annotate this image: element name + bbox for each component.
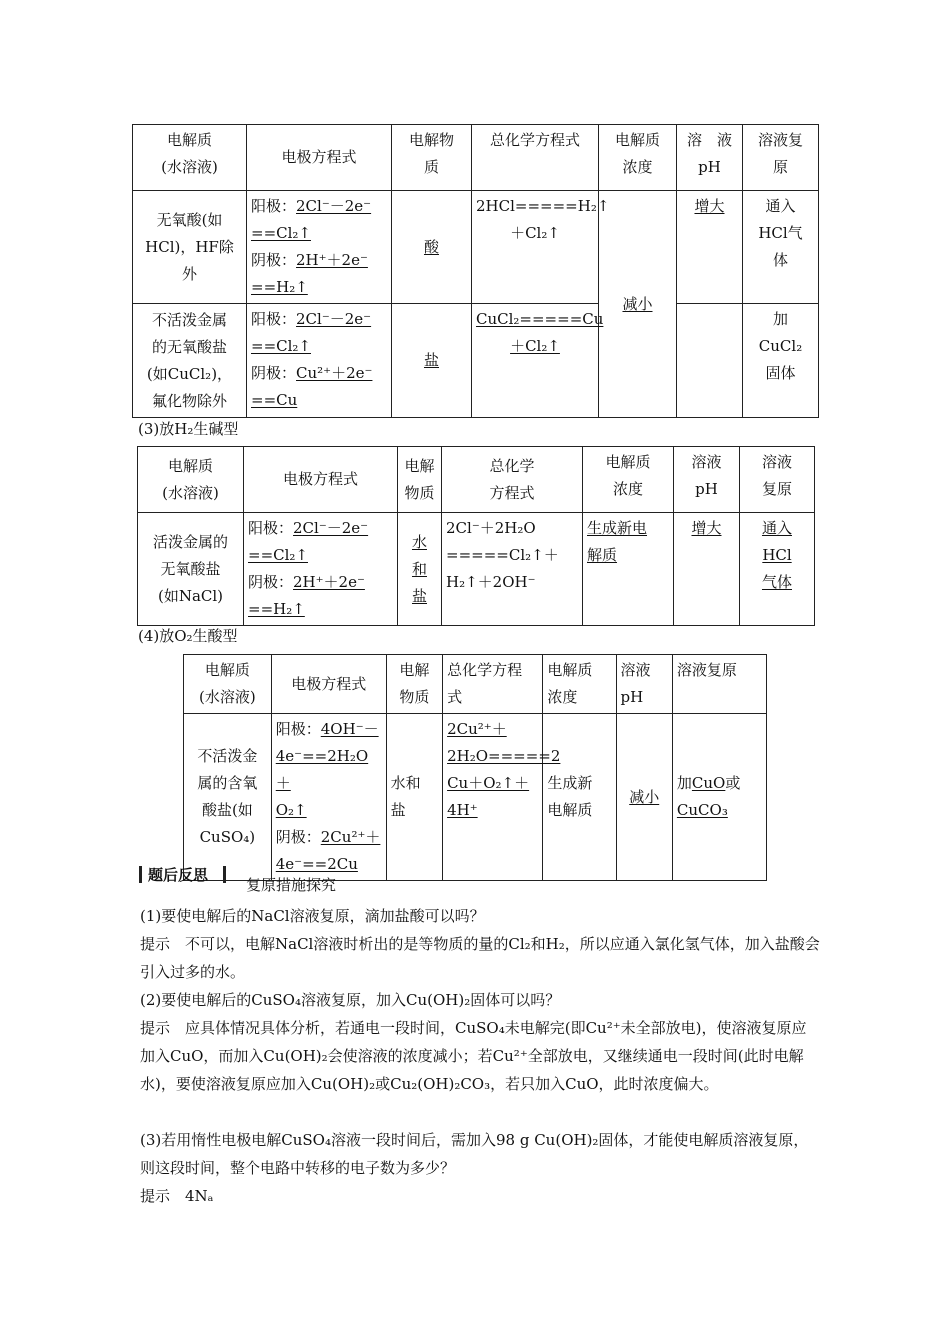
table-row: [138, 513, 815, 626]
table3-header-electrolyte: 电解质 (水溶液): [184, 655, 272, 714]
restore-option-b: CuCO₃: [676, 801, 728, 819]
ph-cell: [677, 191, 743, 304]
substance-value: 水 和 盐: [411, 532, 427, 605]
total-equation-cell: [443, 714, 561, 881]
restore-value: 加 CuCl₂ 固体: [758, 310, 803, 382]
table3-header-restore: 溶液复原: [672, 655, 766, 714]
cathode-label: 阴极：: [251, 251, 297, 269]
restore-mid: 或: [725, 774, 741, 792]
table1-header-concentration: 电解质 浓度: [599, 125, 677, 191]
cathode-label: 阴极：: [275, 828, 321, 846]
cathode-equation: Cu²⁺＋2e⁻ ==Cu: [251, 364, 373, 409]
restore-prefix: 加: [676, 774, 692, 792]
total-equation-cell: 2HCl=====H₂↑ ＋Cl₂↑: [472, 191, 599, 304]
cathode-label: 阴极：: [251, 364, 297, 382]
anode-equation: 4OH⁻－ 4e⁻==2H₂O＋ O₂↑: [275, 720, 379, 819]
ph-cell: [616, 714, 672, 881]
substance-value: 盐: [423, 351, 439, 369]
ph-cell: [674, 513, 740, 626]
table3-header-total-equation: 总化学方程 式: [443, 655, 543, 714]
anode-equation: 2Cl⁻－2e⁻ ==Cl₂↑: [251, 310, 372, 355]
substance-value: 酸: [423, 237, 439, 256]
electrode-equation-cell: [247, 191, 392, 304]
answer-1: 提示 不可以，电解NaCl溶液时析出的是等物质的量的Cl₂和H₂，所以应通入氯化氢气体，加入盐酸会引入过多的水。: [140, 935, 820, 981]
ph-value: 增大: [694, 197, 725, 215]
restore-cell: [672, 714, 766, 881]
restore-cell: [740, 513, 815, 626]
electrolyte-cell: 活泼金属的 无氧酸盐 (如NaCl): [138, 513, 244, 626]
total-equation-cell: 2Cl⁻＋2H₂O =====Cl₂↑＋ H₂↑＋2OH⁻: [442, 513, 583, 626]
table3-header-ph: 溶液 pH: [616, 655, 672, 714]
table-o2-acid: [183, 654, 767, 881]
substance-cell: [392, 191, 472, 304]
cathode-equation: 2H⁺＋2e⁻ ==H₂↑: [248, 573, 365, 618]
table1-header-ph: 溶 液 pH: [677, 125, 743, 191]
table2-header-row: [138, 447, 815, 513]
anode-label: 阳极：: [251, 310, 297, 328]
question-2: (2)要使电解后的CuSO₄溶液复原，加入Cu(OH)₂固体可以吗？: [140, 991, 561, 1009]
anode-label: 阳极：: [251, 197, 297, 215]
table-row: [133, 191, 819, 304]
substance-cell: [398, 513, 442, 626]
table1-header-substance: 电解物 质: [392, 125, 472, 191]
table1-header-restore: 溶液复 原: [743, 125, 819, 191]
table2-header-restore: 溶液 复原: [740, 447, 815, 513]
cathode-equation: 2Cu²⁺＋ 4e⁻==2Cu: [275, 828, 381, 873]
answer-3: 提示 4Nₐ: [140, 1187, 214, 1205]
concentration-cell: [583, 513, 674, 626]
substance-cell: [392, 304, 472, 418]
question-1: (1)要使电解后的NaCl溶液复原，滴加盐酸可以吗？: [140, 907, 485, 925]
cathode-label: 阴极：: [248, 573, 294, 591]
table2-header-substance: 电解 物质: [398, 447, 442, 513]
table3-header-concentration: 电解质 浓度: [543, 655, 616, 714]
badge-left-bar: [139, 866, 142, 883]
anode-label: 阳极：: [248, 519, 294, 537]
section-heading-h2-base: (3)放H₂生碱型: [138, 420, 239, 438]
cathode-equation: 2H⁺＋2e⁻ ==H₂↑: [251, 251, 368, 296]
table-h2-base: [137, 446, 815, 626]
table2-header-concentration: 电解质 浓度: [583, 447, 674, 513]
electrolyte-cell: 不活泼金属 的无氧酸盐 (如CuCl₂)， 氟化物除外: [133, 304, 247, 418]
anode-equation: 2Cl⁻－2e⁻ ==Cl₂↑: [251, 197, 372, 242]
reflection-badge: 题后反思: [148, 866, 209, 884]
electrode-equation-cell: [271, 714, 386, 881]
table2-header-electrode-equation: 电极方程式: [244, 447, 398, 513]
table1-header-total-equation: 总化学方程式: [472, 125, 599, 191]
electrode-equation-cell: [247, 304, 392, 418]
restore-option-a: CuO: [691, 774, 726, 792]
electrode-equation-cell: [244, 513, 398, 626]
electrolyte-cell: 无氧酸(如 HCl)，HF除 外: [133, 191, 247, 304]
badge-right-bar: [223, 866, 226, 883]
answer-2: 提示 应具体情况具体分析，若通电一段时间，CuSO₄未电解完(即Cu²⁺未全部放电)，使溶液复原应加入CuO，而加入Cu(OH)₂会使溶液的浓度减小；若Cu²⁺全部放电，又继续通电一段时间(此时电解水)，要使溶液复原应加入Cu(OH)₂或Cu₂(OH)₂CO₃，若只加入CuO，此时浓度偏大。: [140, 1019, 807, 1093]
table3-header-row: [184, 655, 767, 714]
restore-cell: [743, 304, 819, 418]
concentration-value: 减小: [622, 294, 653, 313]
restore-cell: 通入 HCl气 体: [743, 191, 819, 304]
concentration-value: 生成新电 解质: [587, 519, 648, 564]
section-heading-o2-acid: (4)放O₂生酸型: [138, 627, 238, 645]
anode-label: 阳极：: [275, 720, 321, 738]
concentration-cell: 生成新 电解质: [543, 714, 616, 881]
anode-equation: 2Cl⁻－2e⁻ ==Cl₂↑: [248, 519, 369, 564]
table3-header-electrode-equation: 电极方程式: [271, 655, 386, 714]
table-row: [184, 714, 767, 881]
concentration-merged-cell: [599, 191, 677, 418]
table1-header-electrode-equation: 电极方程式: [247, 125, 392, 191]
table1-header-row: [133, 125, 819, 191]
restore-value: 通入 HCl 气体: [761, 519, 792, 591]
total-equation-value: 2Cu²⁺＋ 2H₂O=====2 Cu＋O₂↑＋ 4H⁺: [447, 720, 561, 819]
table2-header-ph: 溶液 pH: [674, 447, 740, 513]
table2-header-electrolyte: 电解质 (水溶液): [138, 447, 244, 513]
substance-cell: 水和 盐: [386, 714, 442, 881]
table-row: [133, 304, 819, 418]
table1-header-electrolyte: 电解质 (水溶液): [133, 125, 247, 191]
table-anoxic-acid-salts: [132, 124, 819, 418]
table2-header-total-equation: 总化学 方程式: [442, 447, 583, 513]
total-equation-cell: [472, 304, 604, 418]
total-equation-value: CuCl₂=====Cu ＋Cl₂↑: [476, 310, 604, 355]
reflection-title: 复原措施探究: [246, 876, 337, 894]
question-3: (3)若用惰性电极电解CuSO₄溶液一段时间后，需加入98 g Cu(OH)₂固体，才能使电解质溶液复原，则这段时间，整个电路中转移的电子数为多少？: [140, 1131, 809, 1177]
ph-cell: [677, 304, 743, 418]
ph-value: 增大: [691, 519, 722, 537]
table3-header-substance: 电解 物质: [386, 655, 442, 714]
ph-value: 减小: [629, 787, 660, 806]
electrolyte-cell: 不活泼金 属的含氧 酸盐(如 CuSO₄): [184, 714, 272, 881]
